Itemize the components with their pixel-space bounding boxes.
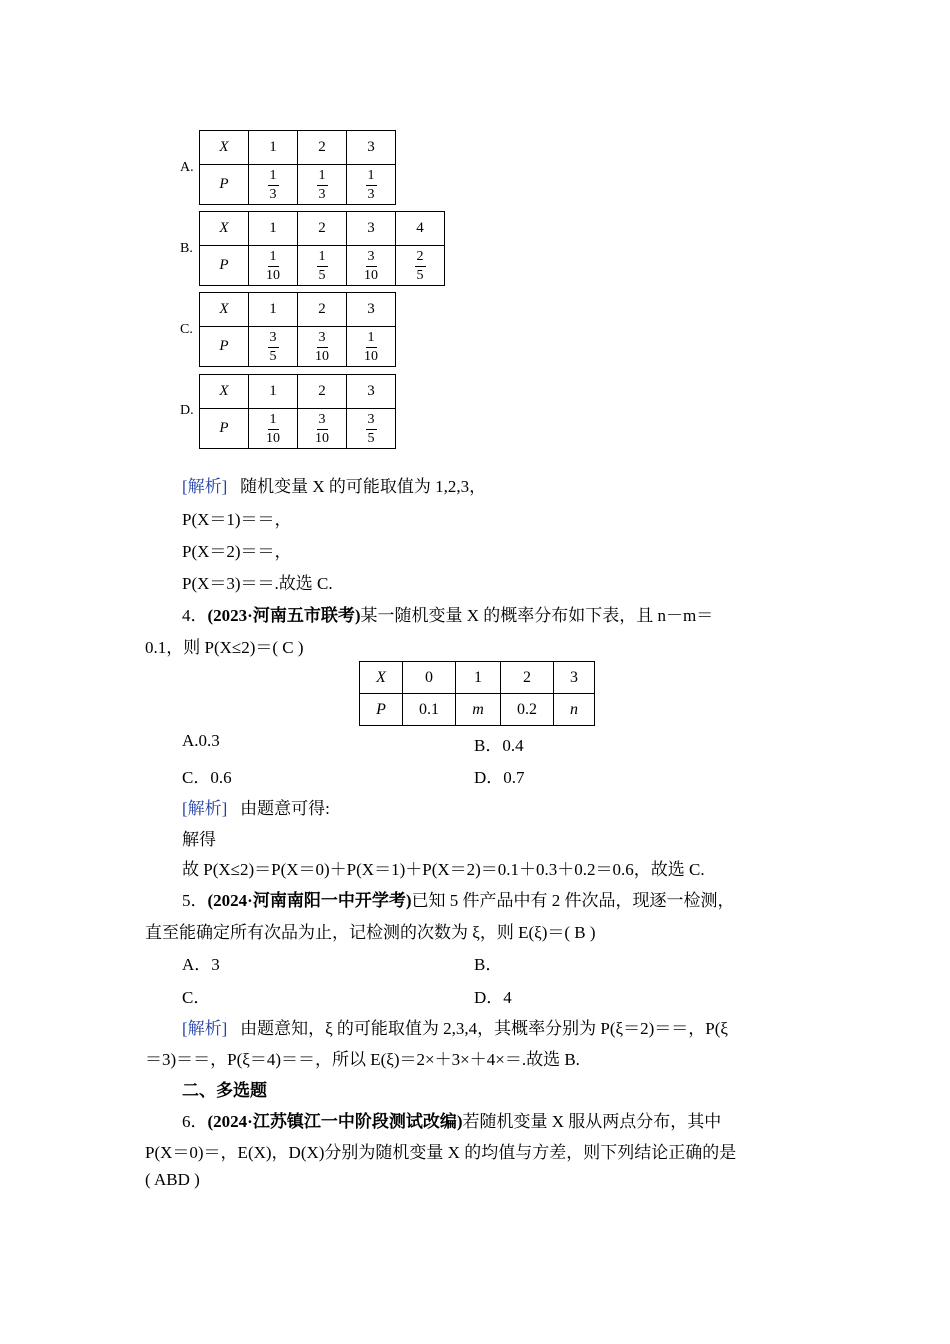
- fraction-cell: $\frac{1}{5}$: [298, 246, 347, 286]
- q5-option-c: C．: [182, 988, 211, 1007]
- question-6-line2: P(X＝0)＝，E(X)，D(X)分别为随机变量 X 的均值与方差，则下列结论正确的是: [145, 1143, 737, 1162]
- analysis-q3-line2: P(X＝1)＝＝，: [182, 510, 292, 529]
- table-cell: 2: [298, 131, 347, 165]
- question-number: 5．: [182, 891, 208, 910]
- q4-option-d: D．0.7: [474, 768, 525, 787]
- table-cell: 2: [298, 375, 347, 409]
- table-cell: 2: [501, 662, 554, 694]
- table-cell: X: [360, 662, 403, 694]
- analysis-q4-line1: [182, 794, 330, 819]
- analysis-tag: [解析]: [182, 477, 228, 496]
- table-cell: 1: [249, 375, 298, 409]
- q5-option-a: A．3: [182, 955, 220, 974]
- analysis-text: 随机变量 X 的可能取值为 1,2,3，: [240, 477, 487, 496]
- table-cell: P: [200, 327, 249, 367]
- analysis-q4-line2: 解得: [182, 830, 216, 849]
- analysis-text: 由题意知，ξ 的可能取值为 2,3,4，其概率分别为 P(ξ＝2)＝＝，P(ξ: [240, 1019, 728, 1038]
- option-c-table: [199, 292, 396, 367]
- fraction-cell: $\frac{1}{3}$: [298, 165, 347, 205]
- analysis-q5-line2: ＝3)＝＝，P(ξ＝4)＝＝，所以 E(ξ)＝2×＋3×＋4×＝.故选 B.: [145, 1050, 580, 1069]
- question-text: 某一随机变量 X 的概率分布如下表，且 n－m＝: [360, 606, 714, 625]
- question-text: 若随机变量 X 服从两点分布，其中: [462, 1112, 722, 1131]
- fraction-cell: $\frac{2}{5}$: [396, 246, 445, 286]
- table-cell: n: [554, 694, 595, 726]
- table-cell: 0.1: [403, 694, 456, 726]
- q5-option-b: B．: [474, 955, 503, 974]
- question-number: 6．: [182, 1112, 208, 1131]
- analysis-q3-line3: P(X＝2)＝＝，: [182, 542, 292, 561]
- option-a-letter: A.: [180, 160, 194, 175]
- table-cell: 1: [249, 293, 298, 327]
- analysis-q4-line3: 故 P(X≤2)＝P(X＝0)＋P(X＝1)＋P(X＝2)＝0.1＋0.3＋0.2＝0.6，故选 C.: [182, 860, 705, 879]
- table-cell: P: [200, 409, 249, 449]
- table-cell: 3: [347, 375, 396, 409]
- table-cell: X: [200, 131, 249, 165]
- q5-option-d: D．4: [474, 988, 512, 1007]
- question-6-line1: [182, 1107, 721, 1132]
- option-d-letter: D.: [180, 403, 194, 418]
- question-source: (2024·江苏镇江一中阶段测试改编): [207, 1112, 463, 1131]
- question-5-line2: 直至能确定所有次品为止，记检测的次数为 ξ，则 E(ξ)＝( B ): [145, 923, 596, 942]
- fraction-cell: $\frac{1}{10}$: [249, 246, 298, 286]
- table-cell: m: [456, 694, 501, 726]
- analysis-q3-line1: [182, 472, 486, 497]
- option-b-table: [199, 211, 445, 286]
- fraction-cell: $\frac{1}{3}$: [347, 165, 396, 205]
- table-cell: 0: [403, 662, 456, 694]
- option-a-table: [199, 130, 396, 205]
- question-4-line1: [182, 601, 713, 626]
- table-cell: 1: [249, 212, 298, 246]
- question-text: 已知 5 件产品中有 2 件次品，现逐一检测，: [411, 891, 735, 910]
- table-cell: X: [200, 212, 249, 246]
- fraction-cell: $\frac{3}{10}$: [347, 246, 396, 286]
- section-heading: 二、多选题: [182, 1081, 267, 1100]
- table-cell: 2: [298, 293, 347, 327]
- fraction-cell: $\frac{3}{10}$: [298, 327, 347, 367]
- table-cell: P: [200, 246, 249, 286]
- table-cell: 3: [347, 293, 396, 327]
- question-6-line3: ( ABD ): [145, 1170, 200, 1189]
- question-source: (2023·河南五市联考): [207, 606, 361, 625]
- table-cell: 3: [347, 131, 396, 165]
- table-cell: 0.2: [501, 694, 554, 726]
- question-4-table: [359, 661, 595, 726]
- table-cell: 1: [249, 131, 298, 165]
- question-4-line2: 0.1，则 P(X≤2)＝( C ): [145, 638, 304, 657]
- table-cell: P: [200, 165, 249, 205]
- analysis-q3-line4: P(X＝3)＝＝.故选 C.: [182, 574, 333, 593]
- fraction-cell: $\frac{1}{3}$: [249, 165, 298, 205]
- option-c-letter: C.: [180, 322, 193, 337]
- fraction-cell: $\frac{3}{5}$: [249, 327, 298, 367]
- q4-option-a: A.0.3: [182, 731, 220, 750]
- table-cell: P: [360, 694, 403, 726]
- fraction-cell: $\frac{3}{5}$: [347, 409, 396, 449]
- fraction-cell: $\frac{1}{10}$: [249, 409, 298, 449]
- question-source: (2024·河南南阳一中开学考): [207, 891, 412, 910]
- table-cell: 4: [396, 212, 445, 246]
- table-cell: X: [200, 293, 249, 327]
- table-cell: 1: [456, 662, 501, 694]
- table-cell: 3: [554, 662, 595, 694]
- option-b-letter: B.: [180, 241, 193, 256]
- analysis-tag: [解析]: [182, 1019, 228, 1038]
- fraction-cell: $\frac{3}{10}$: [298, 409, 347, 449]
- question-5-line1: [182, 886, 735, 911]
- question-number: 4．: [182, 606, 208, 625]
- table-cell: X: [200, 375, 249, 409]
- analysis-q5-line1: [182, 1014, 728, 1039]
- fraction-cell: $\frac{1}{10}$: [347, 327, 396, 367]
- analysis-tag: [解析]: [182, 799, 228, 818]
- option-d-table: [199, 374, 396, 449]
- q4-option-b: B．0.4: [474, 736, 524, 755]
- q4-option-c: C．0.6: [182, 768, 232, 787]
- table-cell: 2: [298, 212, 347, 246]
- analysis-text: 由题意可得:: [240, 799, 330, 818]
- table-cell: 3: [347, 212, 396, 246]
